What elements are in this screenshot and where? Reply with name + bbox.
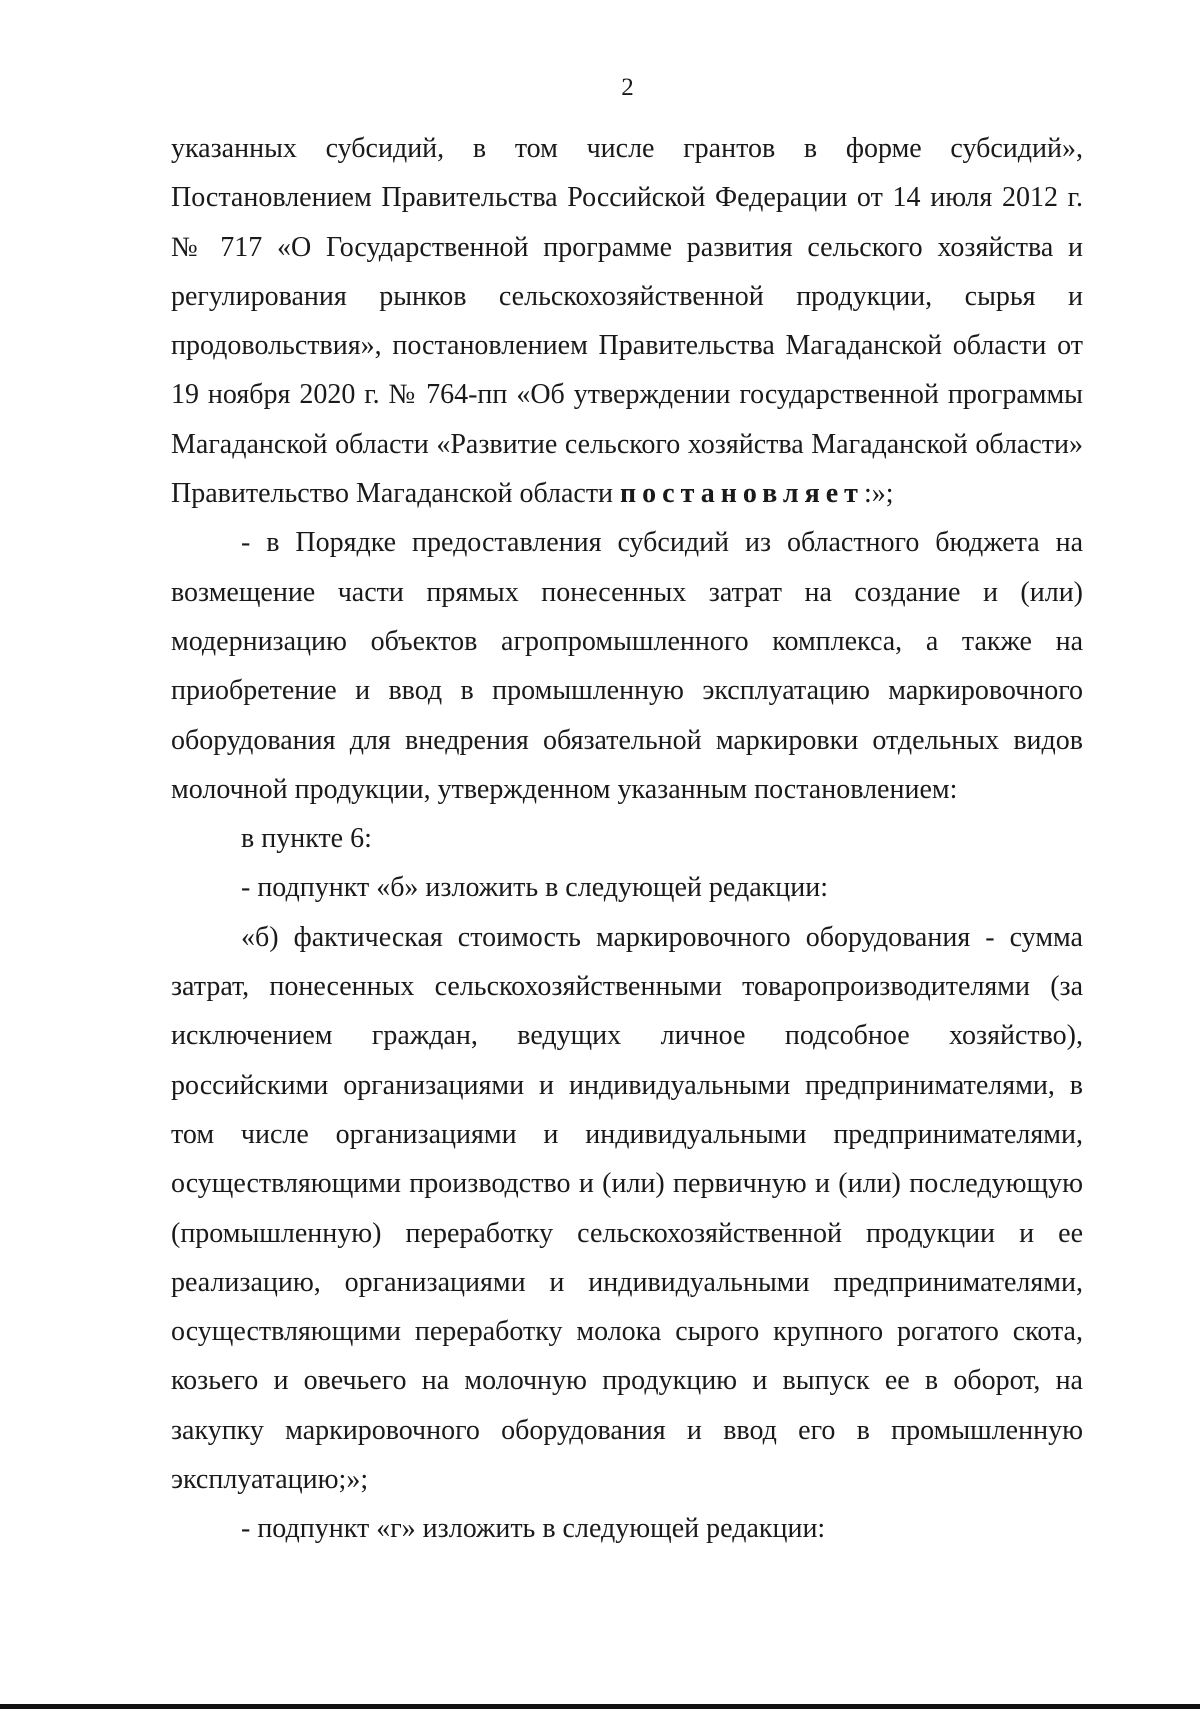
paragraph-subpoint-g-heading: - подпункт «г» изложить в следующей редакции: <box>241 1513 826 1545</box>
paragraph-intro <box>171 124 1083 518</box>
paragraph-point-6: в пункте 6: <box>241 823 372 855</box>
paragraph-procedure: - в Порядке предоставления субсидий из областного бюджета на возмещение части прямых понесенных затрат на создание и (или) модернизацию объектов агропромышленного комплекса, а также на приобретение и ввод в промышленную эксплуатацию маркировочного оборудования для внедрения обязательной маркировки отдельных видов молочной продукции, утвержденном указанным постановлением: <box>171 527 1083 805</box>
paragraph-intro-ending: :»; <box>863 478 894 510</box>
page-number: 2 <box>621 74 634 101</box>
paragraph-subpoint-b-text: «б) фактическая стоимость маркировочного оборудования - сумма затрат, понесенных сельскохозяйственными товаропроизводителями (за исключением граждан, ведущих личное подсобное хозяйство), российскими организациями и индивидуальными предпринимателями, в том числе организациями и индивидуальными предпринимателями, осуществляющими производство и (или) первичную и (или) последующую (промышленную) переработку сельскохозяйственной продукции и ее реализацию, организациями и индивидуальными предпринимателями, осуществляющими переработку молока сырого крупного рогатого скота, козьего и овечьего на молочную продукцию и выпуск ее в оборот, на закупку маркировочного оборудования и ввод его в промышленную эксплуатацию;»; <box>171 921 1083 1496</box>
paragraph-subpoint-b-heading: - подпункт «б» изложить в следующей редакции: <box>241 872 828 904</box>
bottom-border-line <box>0 1704 1200 1709</box>
document-body <box>171 124 1083 1554</box>
resolves-word: постановляет <box>620 478 864 510</box>
paragraph-intro-text: указанных субсидий, в том числе грантов в форме субсидий», Постановлением Правительства Российской Федерации от 14 июля 2012 г. № 717 «О Государственной программе развития сельского хозяйства и регулирования рынков сельскохозяйственной продукции, сырья и продовольствия», постановлением Правительства Магаданской области от 19 ноября 2020 г. № 764-пп «Об утверждении государственной программы Магаданской области «Развитие сельского хозяйства Магаданской области» Правительство Магаданской области <box>171 133 1083 510</box>
